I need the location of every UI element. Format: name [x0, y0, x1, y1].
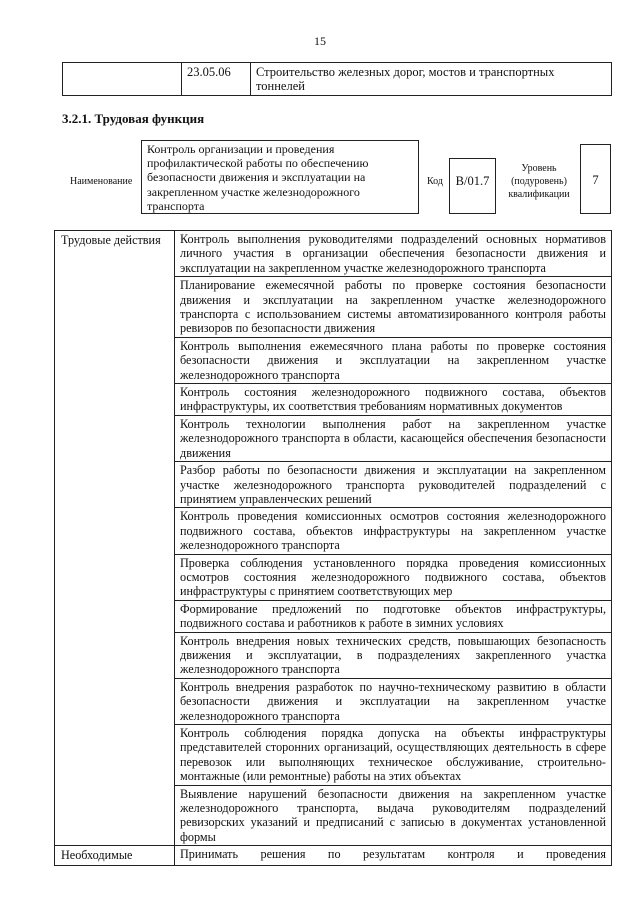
labor-functions-table [54, 230, 612, 866]
labor-action-item: Контроль соблюдения порядка допуска на объекты инфраструктуры представителей сторонних организаций, осуществляющих деятельность в сфере перевозок или выполняющих техническое обслуживание, строительно-монтажные (или ремонтные) работы на этих объектах [175, 725, 612, 786]
function-code: B/01.7 [449, 158, 496, 214]
page-number: 15 [314, 34, 326, 48]
specialty-name: Строительство железных дорог, мостов и транспортных тоннелей [251, 63, 612, 96]
specialty-code: 23.05.06 [182, 63, 251, 96]
labor-actions-label: Трудовые действия [55, 231, 175, 846]
required-item [175, 846, 612, 865]
labor-action-item: Планирование ежемесячной работы по проверке состояния безопасности движения и эксплуатации на закрепленном участке железнодорожного транспорта с использованием системы автоматизированного контроля работы ревизоров по безопасности движения [175, 277, 612, 338]
labor-action-item: Контроль выполнения ежемесячного плана работы по проверке состояния безопасности движения и эксплуатации на закрепленном участке железнодорожного транспорта [175, 337, 612, 383]
table-row [55, 231, 612, 277]
labor-action-item: Контроль проведения комиссионных осмотров состояния железнодорожного подвижного состава, объектов инфраструктуры на закрепленном участке железнодорожного транспорта [175, 508, 612, 554]
required-label: Необходимые [55, 846, 175, 865]
empty-cell [63, 63, 182, 96]
required-item-text: Принимать решения по результатам контроля и проведения [180, 847, 606, 862]
labor-action-item: Проверка соблюдения установленного порядка проведения комиссионных осмотров состояния железнодорожного подвижного состава, объектов инфраструктуры с принятием соответствующих мер [175, 554, 612, 600]
labor-action-item: Контроль выполнения руководителями подразделений основных нормативов личного участия в организации обеспечения безопасности движения и эксплуатации на закрепленном участке железнодорожного транспорта [175, 231, 612, 277]
function-name: Контроль организации и проведения профилактической работы по обеспечению безопасности движения и эксплуатации на закрепленном участке железнодорожного транспорта [141, 140, 419, 214]
labor-action-item: Выявление нарушений безопасности движения на закрепленном участке железнодорожного транспорта, выдача руководителям подразделений ревизорских указаний и предписаний с записью в документах установленной формы [175, 785, 612, 846]
labor-action-item: Контроль внедрения разработок по научно-техническому развитию в области безопасности движения и эксплуатации на закрепленном участке железнодорожного транспорта [175, 678, 612, 724]
labor-action-item: Формирование предложений по подготовке объектов инфраструктуры, подвижного состава и работников к работе в зимних условиях [175, 600, 612, 632]
specialty-table [62, 62, 612, 96]
qualification-level: 7 [580, 144, 611, 214]
specialty-row [63, 63, 612, 96]
section-title: 3.2.1. Трудовая функция [62, 111, 205, 126]
labor-action-item: Контроль состояния железнодорожного подвижного состава, объектов инфраструктуры, их соответствия требованиям нормативных документов [175, 384, 612, 416]
labor-action-item: Контроль внедрения новых технических средств, повышающих безопасность движения и эксплуатации, в подразделениях закрепленного участка железнодорожного транспорта [175, 632, 612, 678]
code-label: Код [427, 176, 443, 187]
function-name-label: Наименование [70, 176, 133, 187]
table-row [55, 846, 612, 865]
labor-action-item: Разбор работы по безопасности движения и эксплуатации на закрепленном участке железнодорожного транспорта руководителей подразделений с принятием управленческих решений [175, 462, 612, 508]
labor-action-item: Контроль технологии выполнения работ на закрепленном участке железнодорожного транспорта в области, касающейся обеспечения безопасности движения [175, 415, 612, 461]
level-label: Уровень (подуровень) квалификации [508, 163, 570, 200]
